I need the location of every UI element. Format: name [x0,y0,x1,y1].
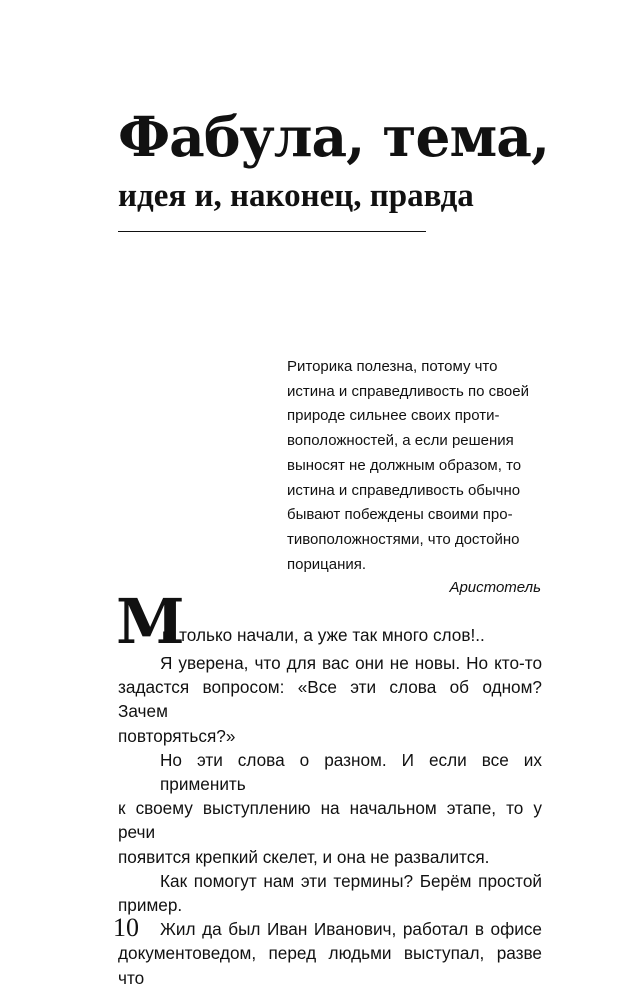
body-line: документоведом, перед людьми выступал, разве что [118,943,542,988]
epigraph-line: Риторика полезна, потому что [287,358,498,375]
epigraph-line: тивоположностями, что достойно [287,530,520,548]
epigraph-line: бывают побеждены своими про- [287,506,513,524]
body-line: Я уверена, что для вас они не новы. Но кто-то [160,653,542,673]
epigraph-line: порицания. [287,555,367,573]
epigraph-line: истина и справедливость обычно [287,481,521,499]
epigraph-line: истина и справедливость по своей [287,382,529,400]
body-line: пример. [118,895,183,916]
epigraph-author: Аристотель [449,579,541,596]
body-line: Жил да был Иван Иванович, работал в офисе [160,919,542,940]
body-line: Как помогут нам эти термины? Берём простой [160,870,542,891]
chapter-title: Фабула, тема, [118,104,550,169]
body-line: Но эти слова о разном. И если все их применить [160,749,542,795]
epigraph-line: природе сильнее своих проти- [287,407,500,425]
body-line: задастся вопросом: «Все эти слова об одном? Зачем [118,677,542,722]
epigraph [287,355,547,577]
epigraph-line: выносят не должным образом, то [287,456,522,474]
epigraph-line: воположностей, а если решения [287,432,514,450]
page-number: 10 [113,913,139,942]
first-line-text: ы только начали, а уже так много слов!.. [162,625,485,645]
title-divider [118,231,426,232]
body-line: к своему выступлению на начальном этапе, то у речи [118,798,542,843]
body-line: повторяться?» [118,725,236,746]
drop-cap: М [116,585,183,658]
body-line: появится крепкий скелет, и она не развалится. [118,846,490,867]
chapter-subtitle: идея и, наконец, правда [118,178,474,214]
